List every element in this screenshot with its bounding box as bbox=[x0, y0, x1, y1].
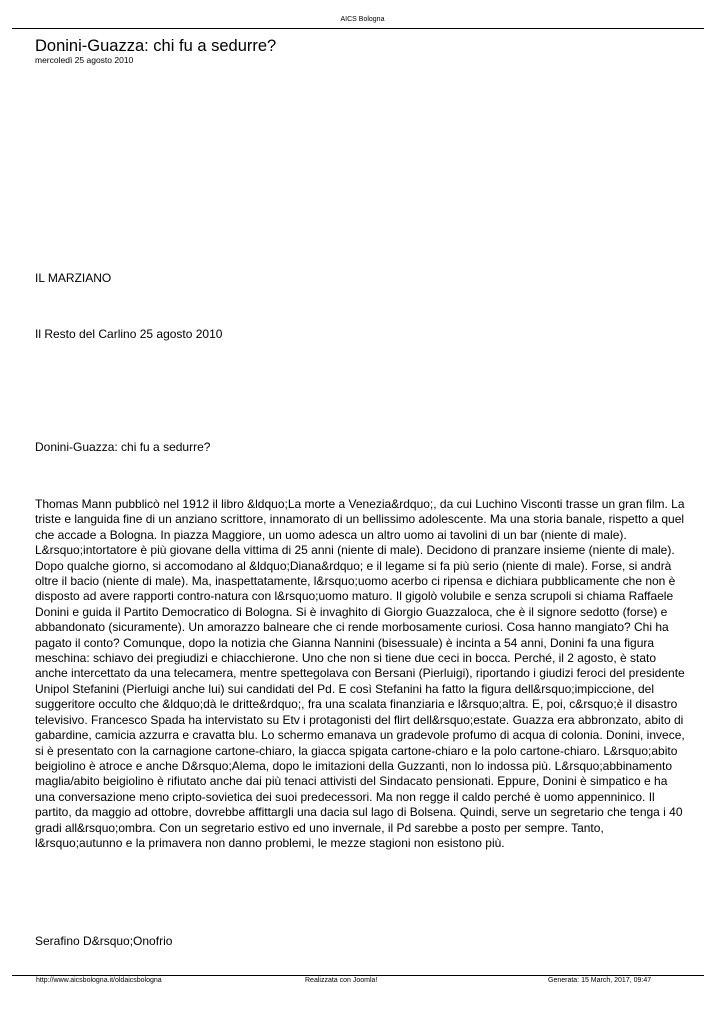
article-section: IL MARZIANO bbox=[35, 271, 112, 285]
page-title: Donini-Guazza: chi fu a sedurre? bbox=[35, 37, 277, 55]
article-date: mercoledì 25 agosto 2010 bbox=[35, 55, 134, 65]
article-body: Thomas Mann pubblicò nel 1912 il libro &ldquo;La morte a Venezia&rdquo;, da cui Luchino Visconti trasse un gran film. La triste e languida fine di un anziano scrittore, innamorato di un bellissimo adolescente. Ma una storia banale, rispetto a quel che accade a Bologna. In piazza Maggiore, un uomo adesca un altro uomo ai tavolini di un bar (niente di male). L&rsquo;intortatore è più giovane della vittima di 25 anni (niente di male). Decidono di pranzare insieme (niente di male). Dopo qualche giorno, si accomodano al &ldquo;Diana&rdquo; e il legame si fa più serio (niente di male). Forse, si andrà oltre il bacio (niente di male). Ma, inaspettatamente, l&rsquo;uomo acerbo ci ripensa e dichiara pubblicamente che non è disposto ad avere rapporti contro-natura con l&rsquo;uomo maturo. Il gigolò volubile e senza scrupoli si chiama Raffaele Donini e guida il Partito Democratico di Bologna. Si è invaghito di Giorgio Guazzaloca, che è il signore sedotto (forse) e abbandonato (sicuramente). Un amorazzo balneare che ci rende morbosamente curiosi. Cosa hanno mangiato? Chi ha pagato il conto? Comunque, dopo la notizia che Gianna Nannini (bisessuale) è incinta a 54 anni, Donini fa una figura meschina: schiavo dei pregiudizi e chiacchierone. Uno che non si tiene due ceci in bocca. Perché, il 2 agosto, è stato anche intercettato da una telecamera, mentre spettegolava con Bersani (Pierluigi), riportando i giudizi feroci del presidente Unipol Stefanini (Pierluigi anche lui) sui candidati del Pd. E così Stefanini ha fatto la figura dell&rsquo;impiccione, del suggeritore occulto che &ldquo;dà le dritte&rdquo;, fra una scalata finanziaria e l&rsquo;altra. E, poi, c&rsquo;è il disastro televisivo. Francesco Spada ha intervistato su Etv i protagonisti del flirt dell&rsquo;estate. Guazza era abbronzato, abito di gabardine, camicia azzurra e cravatta blu. Lo schermo emanava un gradevole profumo di acqua di colonia. Donini, invece, si è presentato con la carnagione cartone-chiaro, la giacca spigata cartone-chiaro e la polo cartone-chiaro. L&rsquo;abito beigiolino è atroce e anche D&rsquo;Alema, dopo le imitazioni della Guzzanti, non lo indossa più. L&rsquo;abbinamento maglia/abito beigiolino è rifiutato anche dai più tenaci attivisti del Sindacato pensionati. Eppure, Donini è simpatico e ha una conversazione meno cripto-sovietica dei suoi predecessori. Ma non regge il caldo perché è uomo appenninico. Il partito, da maggio ad ottobre, dovrebbe affittargli una dacia sul lago di Bolsena. Quindi, serve un segretario che tenga i 40 gradi all&rsquo;ombra. Con un segretario estivo ed uno invernale, il Pd sarebbe a posto per sempre. Tanto, l&rsquo;autunno e la primavera non danno problemi, le mezze stagioni non esistono più. bbox=[35, 497, 685, 850]
site-header: AICS Bologna bbox=[340, 16, 385, 23]
article-subtitle: Donini-Guazza: chi fu a sedurre? bbox=[35, 440, 211, 454]
footer-url-link[interactable]: http://www.aicsbologna.it/oldaicsbologna bbox=[36, 977, 162, 984]
article-source: Il Resto del Carlino 25 agosto 2010 bbox=[35, 327, 223, 341]
footer-powered-by: Realizzata con Joomla! bbox=[305, 977, 378, 984]
header-divider bbox=[12, 28, 704, 29]
article-author: Serafino D&rsquo;Onofrio bbox=[35, 934, 173, 948]
footer-generated: Generata: 15 March, 2017, 09:47 bbox=[548, 977, 652, 984]
footer-divider bbox=[12, 975, 704, 976]
